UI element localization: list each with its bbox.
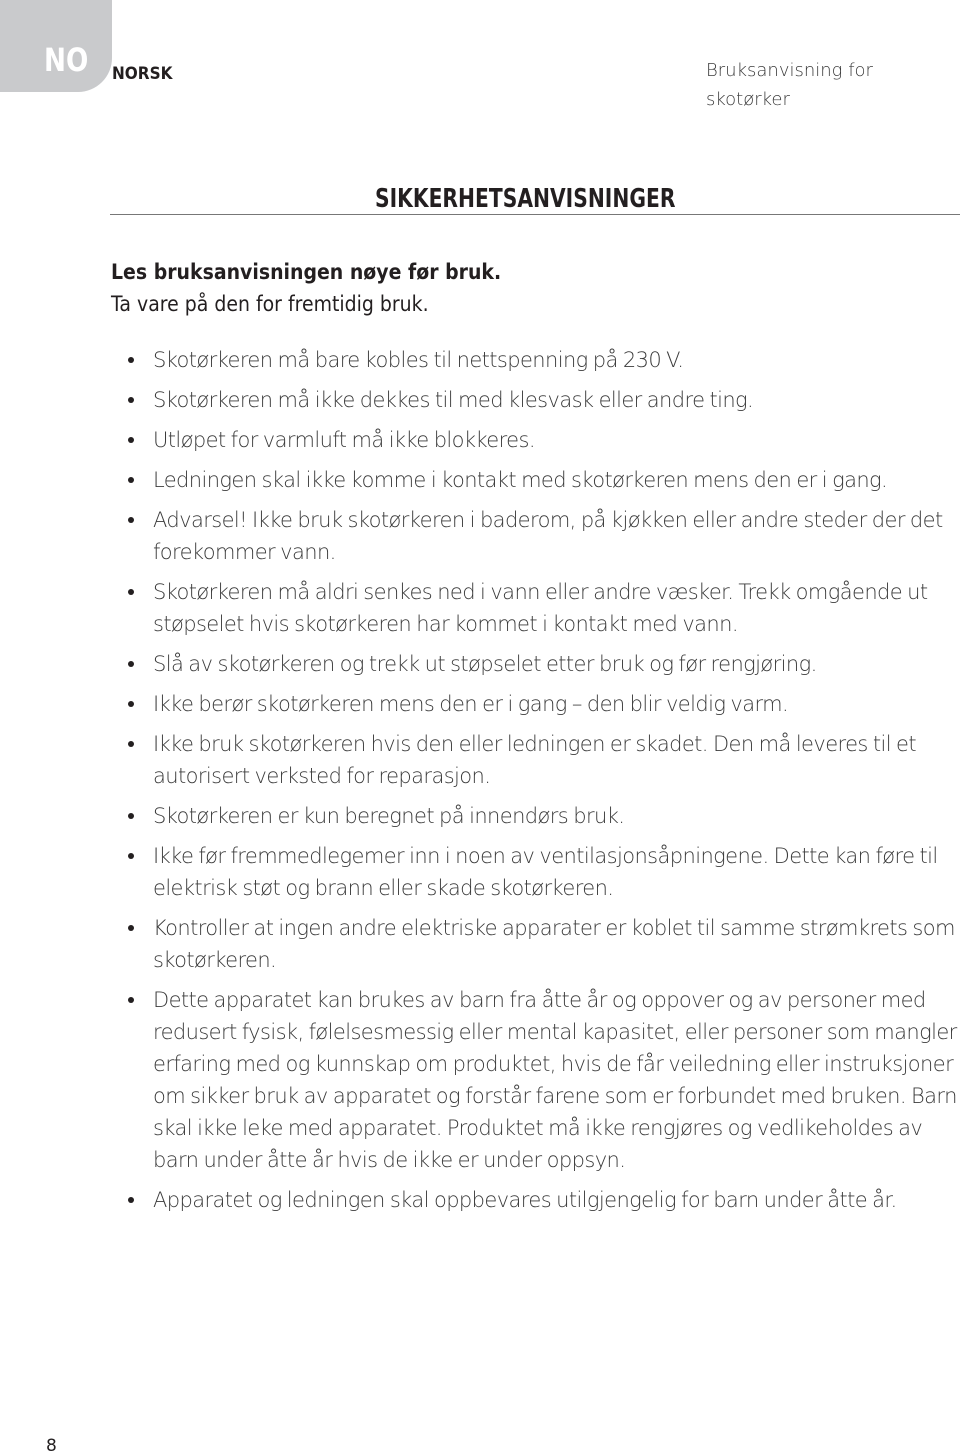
bullet-icon (128, 517, 134, 523)
list-item-text: Skotørkeren må ikke dekkes til med klesvask eller andre ting. (153, 388, 754, 412)
list-item (123, 576, 960, 640)
title-divider (110, 214, 960, 215)
list-item-text: Ikke før fremmedlegemer inn i noen av ventilasjonsåpningene. Dette kan føre til elektrisk støt og brann eller skade skotørkeren. (153, 844, 938, 900)
bullet-icon (128, 741, 134, 747)
bullet-icon (128, 813, 134, 819)
list-item (123, 1184, 960, 1216)
list-item (123, 424, 960, 456)
page-number: 8 (46, 1436, 57, 1456)
safety-instructions-list (123, 344, 960, 1224)
list-item (123, 800, 960, 832)
bullet-icon (128, 589, 134, 595)
list-item (123, 728, 960, 792)
bullet-icon (128, 397, 134, 403)
intro-block (111, 256, 545, 320)
list-item (123, 984, 960, 1176)
list-item (123, 504, 960, 568)
list-item-text: Slå av skotørkeren og trekk ut støpselet etter bruk og før rengjøring. (153, 652, 817, 676)
list-item-text: Advarsel! Ikke bruk skotørkeren i baderom, på kjøkken eller andre steder der det forekommer vann. (153, 508, 943, 564)
list-item-text: Ledningen skal ikke komme i kontakt med skotørkeren mens den er i gang. (153, 468, 888, 492)
list-item (123, 344, 960, 376)
bullet-icon (128, 997, 134, 1003)
manual-title: Bruksanvisning for skotørker (706, 60, 873, 110)
list-item-text: Apparatet og ledningen skal oppbevares utilgjengelig for barn under åtte år. (153, 1188, 897, 1212)
list-item (123, 912, 960, 976)
bullet-icon (128, 437, 134, 443)
bullet-icon (128, 357, 134, 363)
list-item-text: Kontroller at ingen andre elektriske apparater er koblet til samme strømkrets som skotørkeren. (153, 916, 955, 972)
section-title: SIKKERHETSANVISNINGER (375, 184, 676, 214)
language-code: NO (44, 41, 89, 79)
bullet-icon (128, 925, 134, 931)
bullet-icon (128, 1197, 134, 1203)
list-item-text: Ikke bruk skotørkeren hvis den eller ledningen er skadet. Den må leveres til et autorisert verksted for reparasjon. (153, 732, 916, 788)
language-tab (0, 0, 112, 92)
bullet-icon (128, 701, 134, 707)
intro-note: Ta vare på den for fremtidig bruk. (111, 292, 429, 316)
bullet-icon (128, 477, 134, 483)
list-item (123, 384, 960, 416)
list-item (123, 840, 960, 904)
bullet-icon (128, 661, 134, 667)
list-item-text: Ikke berør skotørkeren mens den er i gang – den blir veldig varm. (153, 692, 789, 716)
list-item-text: Skotørkeren må bare kobles til nettspenning på 230 V. (153, 348, 684, 372)
bullet-icon (128, 853, 134, 859)
list-item (123, 648, 960, 680)
list-item-text: Skotørkeren er kun beregnet på innendørs bruk. (153, 804, 625, 828)
list-item-text: Skotørkeren må aldri senkes ned i vann eller andre væsker. Trekk omgående ut støpselet hvis skotørkeren har kommet i kontakt med vann. (153, 580, 928, 636)
list-item (123, 688, 960, 720)
intro-warning: Les bruksanvisningen nøye før bruk. (111, 260, 502, 284)
list-item (123, 464, 960, 496)
list-item-text: Dette apparatet kan brukes av barn fra åtte år og oppover og av personer med redusert fysisk, følelsesmessig eller mental kapasitet, eller personer som mangler erfaring med og kunnskap om produktet, hvis de får veiledning eller instruksjoner om sikker bruk av apparatet og forstår farene som er forbundet med bruken. Barn skal ikke leke med apparatet. Produktet må ikke rengjøres og vedlikeholdes av barn under åtte år hvis de ikke er under oppsyn. (153, 988, 957, 1172)
list-item-text: Utløpet for varmluft må ikke blokkeres. (153, 428, 535, 452)
language-name: NORSK (112, 64, 173, 84)
